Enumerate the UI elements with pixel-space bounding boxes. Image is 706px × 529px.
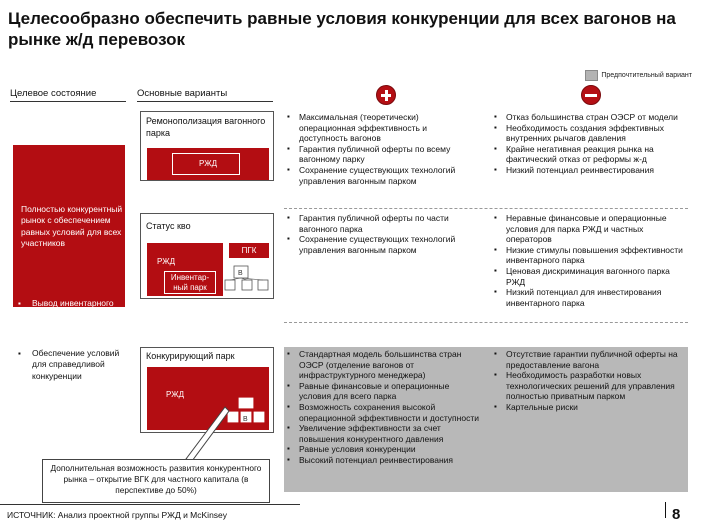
list-item: ▪ Крайне негативная реакция рынка на фактический отказ от реформы ж-д [492, 144, 690, 165]
plus-icon [376, 85, 396, 105]
list-item: ▪ Картельные риски [492, 402, 690, 413]
rzd-box-label: РЖД [165, 390, 185, 399]
mini-label: В [238, 270, 243, 277]
list-item: ▪ Низкие стимулы повышения эффективности инвентарного парка [492, 245, 690, 266]
rzd-box-label: РЖД [156, 257, 176, 266]
list-item: ▪ Необходимость разработки новых технологических решений для управления полностью приватным парком [492, 370, 690, 402]
row-separator [284, 322, 688, 323]
callout-pointer [180, 405, 230, 465]
page-title: Целесообразно обеспечить равные условия конкуренции для всех вагонов на рынке ж/д перевозок [8, 9, 676, 49]
list-item: ▪ Возможность сохранения высокой операционной эффективности и доступности [285, 402, 481, 423]
cons-list-3 [492, 349, 690, 413]
legend-label: Предпочтительный вариант [601, 71, 692, 79]
rzd-box: РЖД [147, 148, 269, 180]
list-item: ▪ Неравные финансовые и операционные условия для парка РЖД и частных операторов [492, 213, 690, 245]
list-item: ▪ Необходимость создания эффективных внутренних рычагов давления [492, 123, 690, 144]
list-item: ▪ Отказ большинства стран ОЭСР от модели [492, 112, 690, 123]
list-item: ▪ Сохранение существующих технологий управления вагонным парком [285, 165, 475, 186]
list-item: ▪ Стандартная модель большинства стран ОЭСР (отделение вагонов от инфраструктурного менеджера) [285, 349, 481, 381]
footer-divider [0, 504, 300, 505]
list-item: ▪ Гарантия публичной оферты по части вагонного парка [285, 213, 475, 234]
option-label-remonopolization: Ремонополизация вагонного парка [146, 116, 266, 138]
list-item: ▪ Увеличение эффективности за счет повышения конкурентного давления [285, 423, 481, 444]
legend-swatch [585, 70, 598, 81]
list-item: ▪ Равные финансовые и операционные условия для всего парка [285, 381, 481, 402]
list-item: ▪ Равные условия конкуренции [285, 444, 481, 455]
page-number: 8 [672, 506, 681, 523]
list-item: ▪ Низкий потенциал для инвестирования инвентарного парка [492, 287, 690, 308]
list-item: ▪ Отсутствие гарантии публичной оферты на предоставление вагона [492, 349, 690, 370]
cons-list-1 [492, 112, 690, 176]
list-item: ▪ Высокий потенциал реинвестирования [285, 455, 481, 466]
list-item: ▪ Максимальная (теоретически) операционная эффективность и доступность вагонов [285, 112, 475, 144]
pgk-box: ПГК [229, 243, 269, 258]
list-item: ▪ Ценовая дискриминация вагонного парка РЖД [492, 266, 690, 287]
inventory-fleet-box: Инвентар-ный парк [164, 271, 216, 294]
mini-fleet-diagram [223, 260, 271, 294]
minus-icon [581, 85, 601, 105]
callout-box: Дополнительная возможность развития конкурентного рынка – открытие ВГК для частного капитала (в перспективе до 50%) [42, 459, 270, 503]
list-item: ▪ Сохранение существующих технологий управления вагонным парком [285, 234, 475, 255]
column-header-target: Целевое состояние [10, 88, 126, 102]
cons-list-2 [492, 213, 690, 308]
mini-fleet-diagram [226, 396, 266, 426]
list-item: ▪ Гарантия публичной оферты по всему вагонному парку [285, 144, 475, 165]
target-bullet: ▪ Обеспечение условий для справедливой конкуренции [18, 348, 126, 382]
option-label-status-quo: Статус кво [146, 221, 191, 231]
pros-list-1 [285, 112, 475, 186]
target-state-text: Полностью конкурентный рынок с обеспечением равных условий для всех участников [21, 204, 123, 249]
source-note: ИСТОЧНИК: Анализ проектной группы РЖД и McKinsey [7, 510, 228, 520]
pros-list-2 [285, 213, 475, 255]
column-header-options: Основные варианты [137, 88, 273, 102]
page-number-divider [665, 502, 666, 518]
list-item: ▪ Низкий потенциал реинвестирования [492, 165, 690, 176]
option-label-competing-fleet: Конкурирующий парк [146, 351, 235, 361]
legend [585, 68, 692, 82]
pros-list-3 [285, 349, 481, 466]
target-bullet: ▪ Вывод инвентарного парка из РЖД [18, 298, 126, 321]
mini-label: В [243, 416, 248, 423]
row-separator [284, 208, 688, 209]
rzd-inner-outline [172, 153, 240, 175]
